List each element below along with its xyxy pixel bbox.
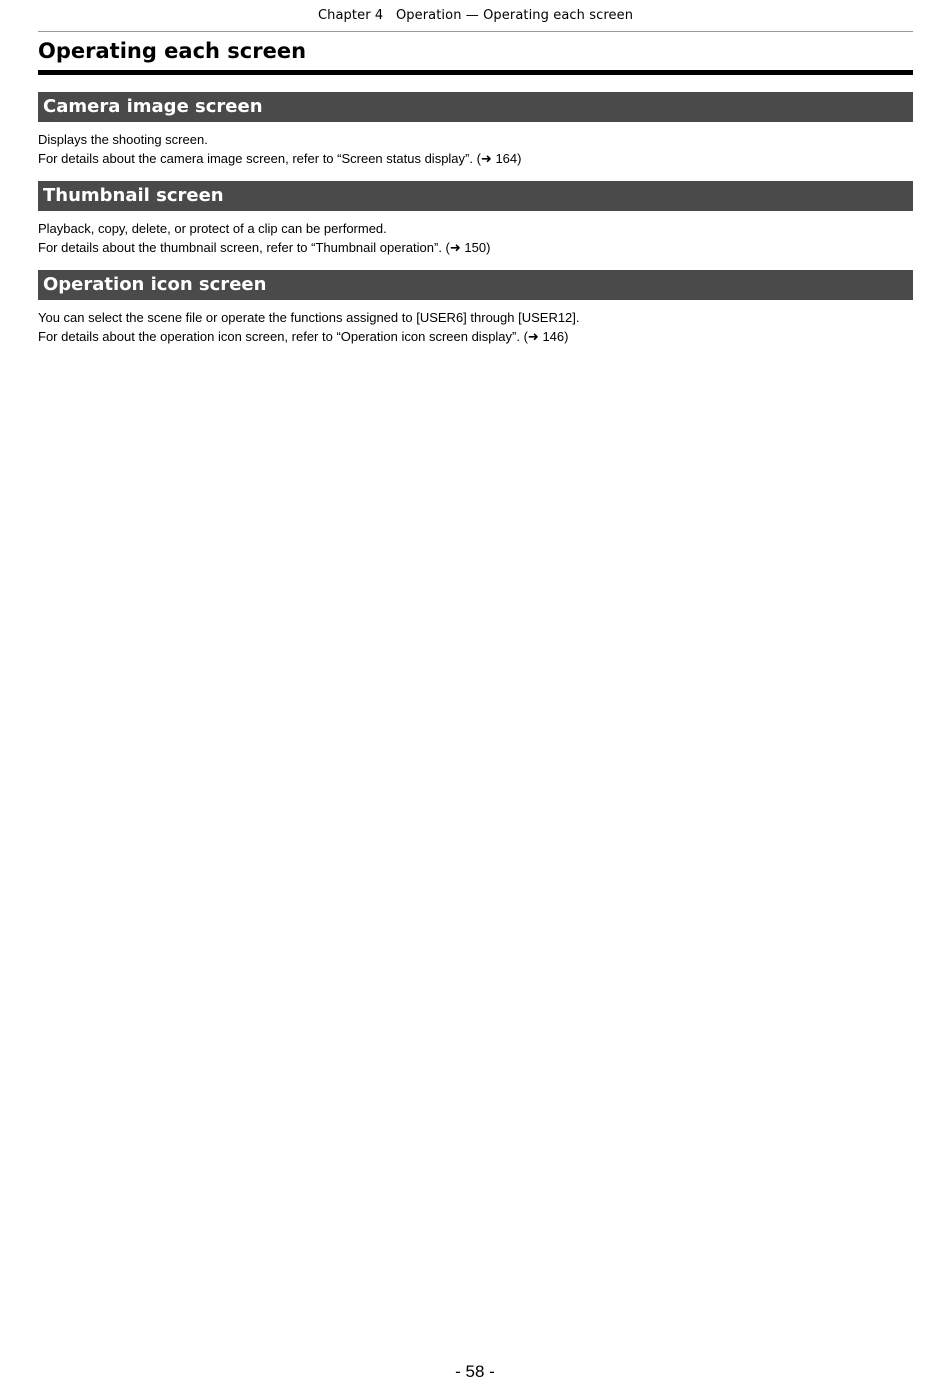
body-line-text: For details about the operation icon screen, refer to “Operation icon screen display”. ( [38,329,528,344]
title-rule [38,70,913,75]
body-line-with-reference [38,327,913,346]
section-thumbnail-screen [38,181,913,257]
section-camera-image-screen [38,92,913,168]
page-reference-link[interactable]: 164) [495,151,522,166]
page-reference-arrow-icon: ➜ [480,151,492,166]
section-body [38,219,913,257]
section-heading: Operation icon screen [38,270,913,300]
body-line-with-reference [38,149,913,168]
section-heading: Thumbnail screen [38,181,913,211]
section-body [38,130,913,168]
page-reference-link[interactable]: 150) [464,240,491,255]
section-heading: Camera image screen [38,92,913,122]
header-rule [38,31,913,32]
page-reference-link[interactable]: 146) [542,329,569,344]
body-line-with-reference [38,238,913,257]
body-line-text: For details about the thumbnail screen, refer to “Thumbnail operation”. ( [38,240,450,255]
body-line: Displays the shooting screen. [38,132,208,147]
page-number: - 58 - [455,1362,495,1381]
body-line: Playback, copy, delete, or protect of a clip can be performed. [38,221,387,236]
page-reference-arrow-icon: ➜ [449,240,461,255]
page-reference-arrow-icon: ➜ [527,329,539,344]
section-body [38,308,913,346]
body-line: You can select the scene file or operate the functions assigned to [USER6] through [USER12]. [38,310,580,325]
body-line-text: For details about the camera image screen, refer to “Screen status display”. ( [38,151,481,166]
section-operation-icon-screen [38,270,913,346]
running-header: Chapter 4 Operation — Operating each screen [317,8,634,23]
page-title: Operating each screen [38,39,307,63]
